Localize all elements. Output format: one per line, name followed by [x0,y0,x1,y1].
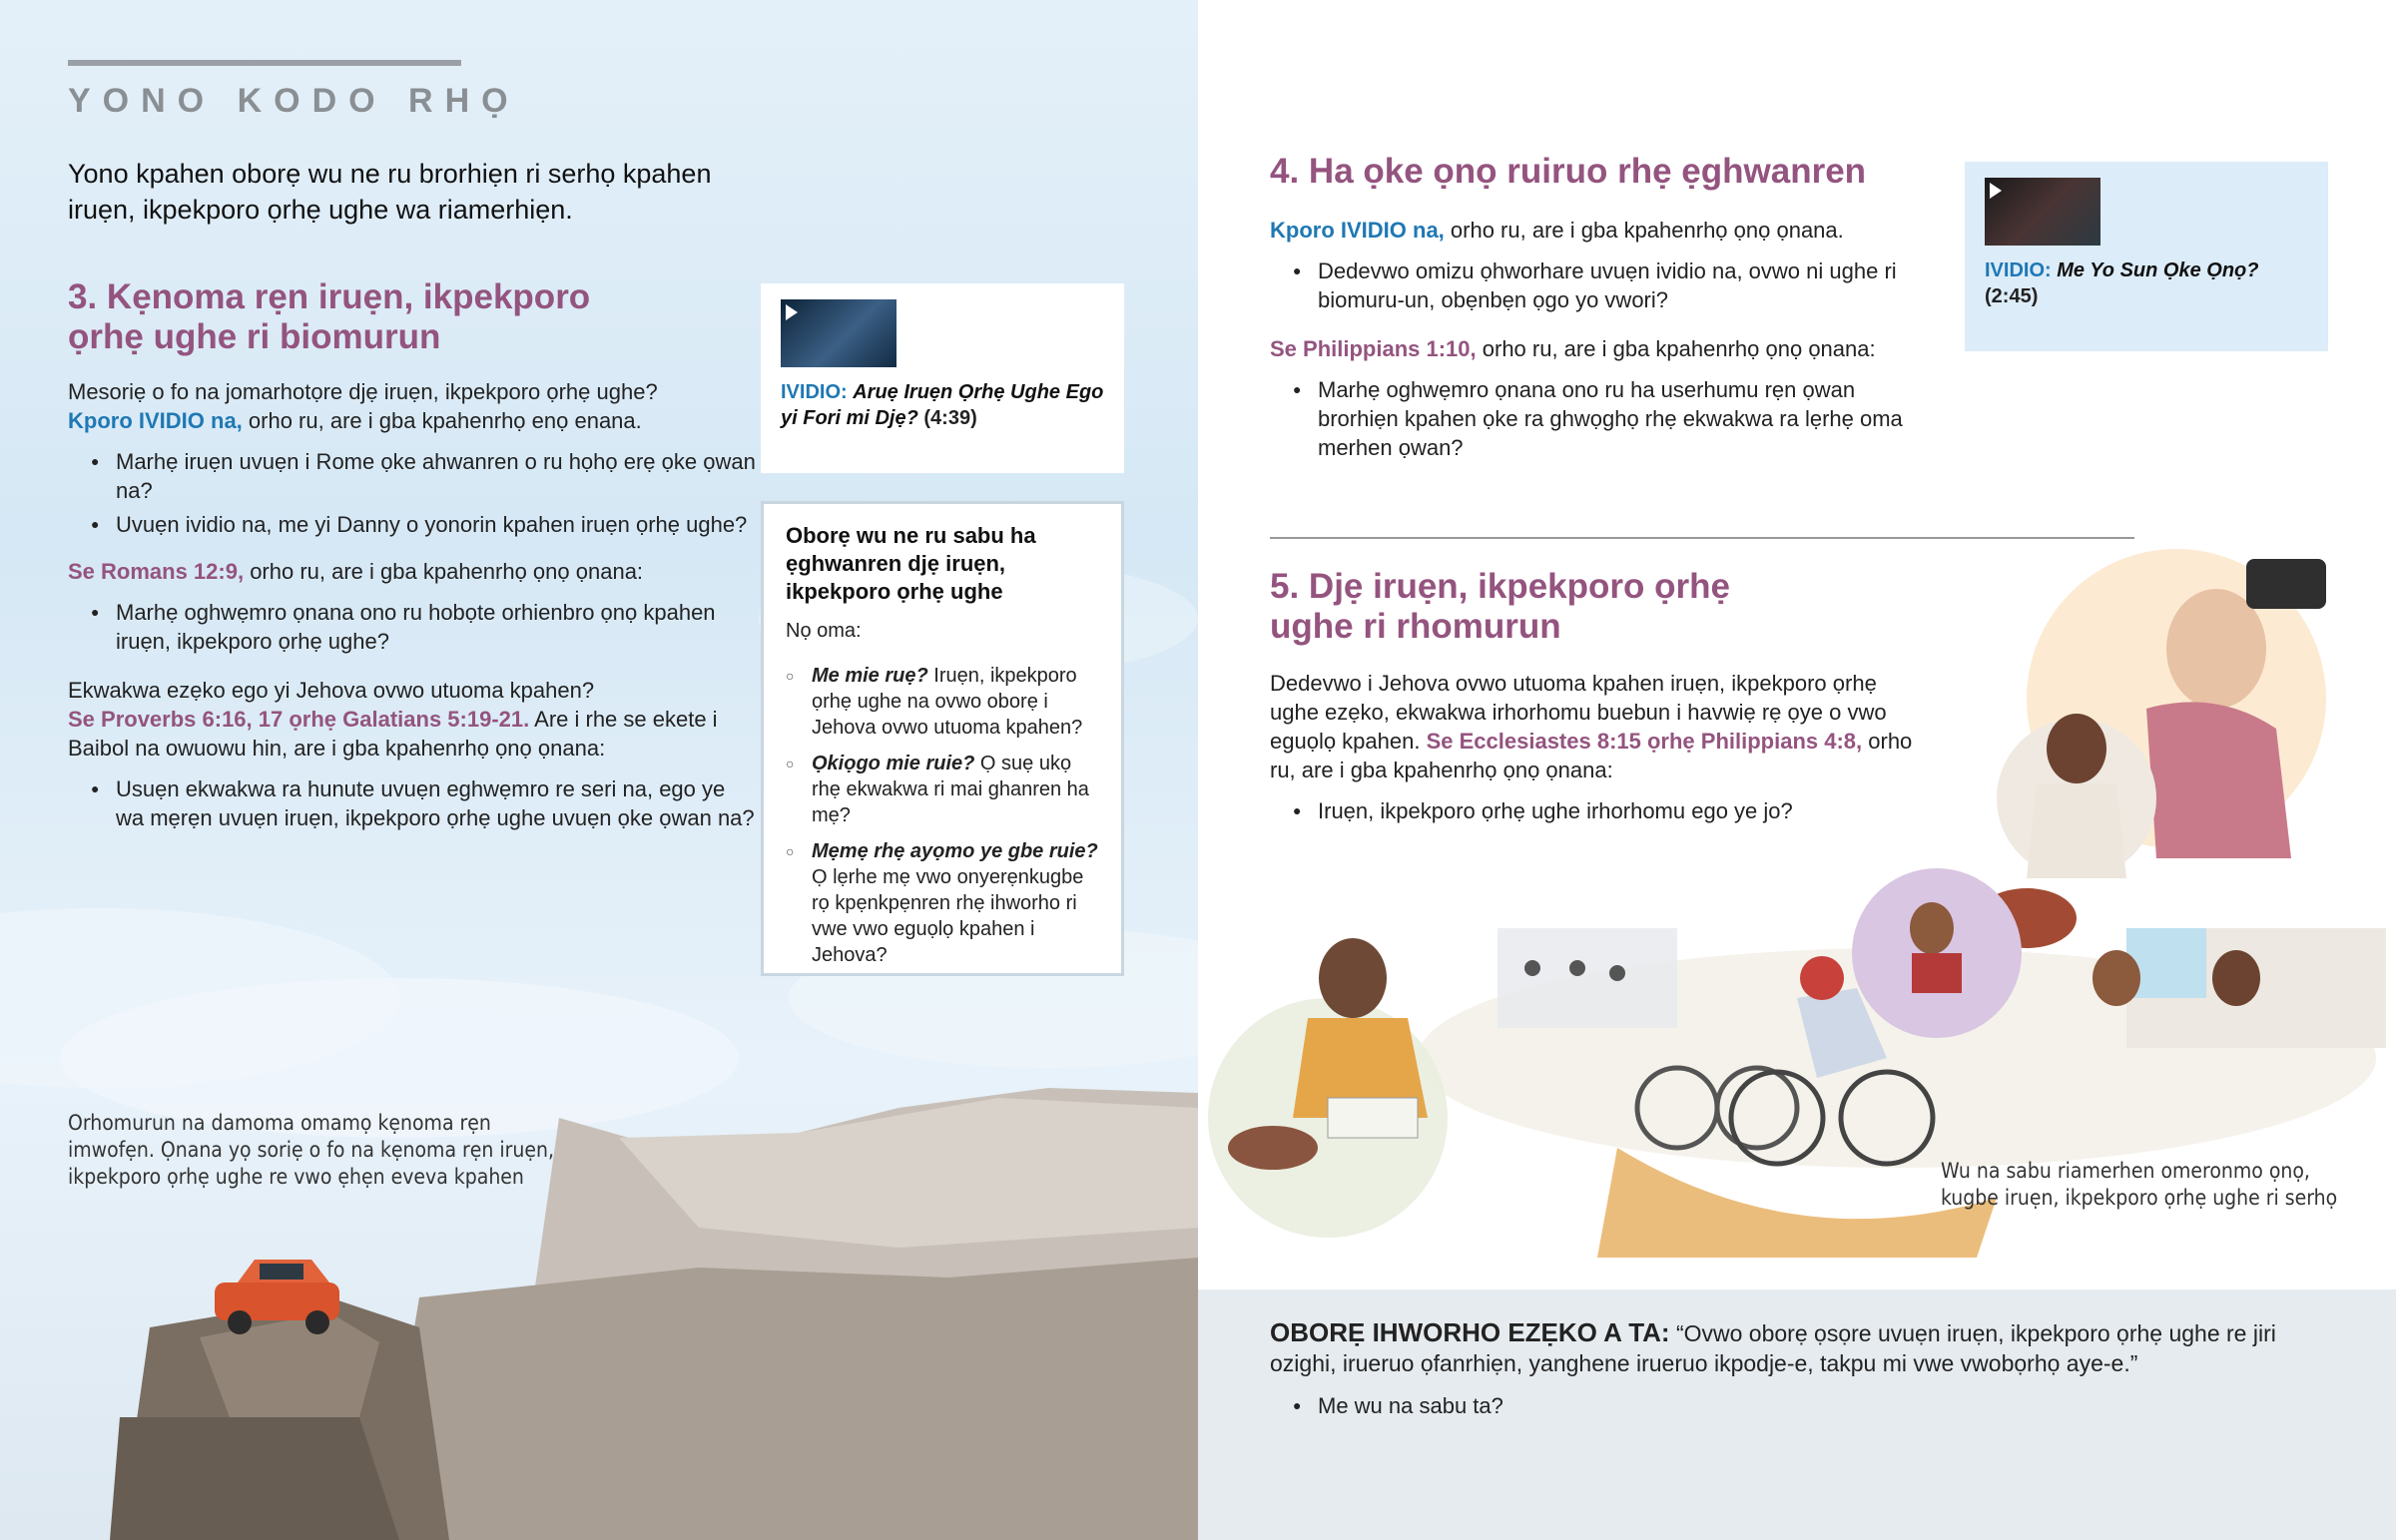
section-3-title-line2: ọrhẹ ughe ri biomurun [68,317,441,356]
tip-answer: Ọ suẹ ukọ rhẹ ekwakwa ri mai ghanren ha mẹ? [812,753,1089,826]
section-3-question-2: Ekwakwa ezẹko ego yi Jehova ovwo utuoma kpahen? [68,678,595,703]
right-page [1198,0,2396,1540]
kicker-heading: YONO KODO RHỌ [68,82,520,120]
quote-bullets [1270,1391,2216,1425]
section-3-paragraph-1 [68,377,757,435]
list-item [812,838,1099,968]
tips-list [786,663,1099,968]
scripture-reference-link[interactable]: Se Proverbs 6:16, 17 ọrhẹ Galatians 5:19-21. [68,707,530,732]
tip-answer: Iruẹn, ikpekporo ọrhẹ ughe na ovwo oborẹ i Jehova ovwo utuoma kpahen? [812,665,1083,739]
scripture-reference-link[interactable]: Se Romans 12:9, [68,559,245,584]
quote-body: “Ovwo oborẹ ọsọre uvuẹn iruẹn, ikpekporo ọrhẹ ughe re jiri ozighi, irueruo ọfanrhiẹn, yanghene irueruo ikpodje-e, takpu mi vwe vwobọrhọ aye-e.” [1270,1320,2276,1376]
tips-box [761,501,1124,976]
section-4-bullets-1 [1270,257,1929,314]
list-item: ● Me wu na sabu ta? [1318,1391,2216,1420]
section-3-paragraph-2 [68,557,757,586]
tip-question: Mẹmẹ rhẹ ayọmo ye gbe ruie? [812,840,1098,862]
section-5-text: Dedevwo i Jehova ovwo utuoma kpahen iruẹn, ikpekporo ọrhẹ ughe ezẹko, ekwakwa irhorhomu buebun i havwiẹ rẹ ọye o vwo eguọlọ kpahen. [1270,671,1887,754]
quote-text [1270,1317,2298,1378]
section-3-instruction-3: Are i rhe se ekete i Baibol na owuowu hin, are i gba kpahenrhọ ọnọ ọnana: [68,707,718,761]
video-card[interactable] [1965,162,2328,351]
section-3-question: Mesoriẹ o fo na jomarhotọre djẹ iruẹn, ikpekporo ọrhẹ ughe? [68,379,658,404]
video-label: IVIDIO: [1985,259,2052,281]
list-item: ● Dedevwo omizu ọhworhare uvuẹn ividio na, ovwo ni ughe ri biomuru-un, obẹnbẹn ọgo yo vwori? [1318,257,1929,314]
video-duration: (2:45) [1985,285,2039,307]
video-thumbnail[interactable] [781,299,897,367]
list-item [812,751,1099,828]
scripture-reference-link[interactable]: Se Philippians 1:10, [1270,336,1477,361]
list-item: ● Marhẹ oghwẹmro ọnana ono ru hobọte orhienbro ọnọ kpahen iruẹn, ikpekporo ọrhẹ ughe? [116,598,757,656]
tips-box-subtitle: Nọ oma: [786,620,862,642]
list-item: ● Usuẹn ekwakwa ra hunute uvuẹn eghwẹmro re seri na, ego ye wa mẹrẹn uvuẹn iruẹn, ikpekporo ọrhẹ ughe uvuẹn ọke ọwan na? [116,774,757,832]
hobbies-illustration [1198,499,2396,1258]
scripture-reference-link[interactable]: Se Ecclesiastes 8:15 ọrhẹ Philippians 4:8, [1426,729,1863,754]
section-4-bullets-2 [1270,375,1929,462]
section-3-paragraph-3 [68,676,757,763]
section-5-title-line1: 5. Djẹ iruẹn, ikpekporo ọrhẹ [1270,567,1730,606]
play-icon[interactable] [786,304,798,320]
quote-label: OBORẸ IHWORHO EZẸKO A TA: [1270,1317,1670,1347]
section-3-bullets-2 [68,598,757,656]
illustration-caption-left: Orhomurun na damoma omamọ kẹnoma rẹn imwofẹn. Ọnana yọ soriẹ o fo na kẹnoma rẹn iruẹn, ikpekporo ọrhẹ ughe re vwo ẹhẹn eveva kpahen [68,1111,554,1189]
video-title: Me Yo Sun Ọke Ọnọ? [2057,259,2259,281]
section-4-paragraph-1 [1270,216,1929,245]
video-caption [1985,257,2314,309]
tip-question: Ọkiọgo mie ruie? [812,753,975,774]
section-5-instruction: orho ru, are i gba kpahenrhọ ọnọ ọnana: [1270,729,1913,782]
watch-video-link[interactable]: Kporo IVIDIO na, [1270,218,1445,243]
section-3-title-line1: 3. Kẹnoma rẹn iruẹn, ikpekporo [68,277,591,316]
video-duration: (4:39) [923,407,977,429]
section-3-instruction: orho ru, are i gba kpahenrhọ enọ enana. [242,408,642,433]
section-4-instruction: orho ru, are i gba kpahenrhọ ọnọ ọnana. [1444,218,1844,243]
list-item: ● Iruẹn, ikpekporo ọrhẹ ughe irhorhomu ego ye jo? [1318,796,1929,825]
play-icon[interactable] [1990,183,2002,199]
quote-footer [1198,1289,2396,1540]
tips-box-title: Oborẹ wu ne ru sabu ha ẹghwanren djẹ iruẹn, ikpekporo ọrhẹ ughe [786,523,1036,604]
section-4 [1270,152,1929,467]
video-thumbnail[interactable] [1985,178,2100,246]
kicker-rule [68,60,461,66]
list-item [812,663,1099,741]
section-3-bullets-3 [68,774,757,832]
intro-text: Yono kpahen oborẹ wu ne ru brorhiẹn ri serhọ kpahen iruẹn, ikpekporo ọrhẹ ughe wa riamerhiẹn. [68,159,712,225]
section-4-title: 4. Ha ọke ọnọ ruiruo rhẹ ẹghwanren [1270,152,1867,191]
video-card[interactable] [761,283,1124,473]
section-3-title [68,277,757,357]
video-caption [781,379,1110,431]
section-3 [68,277,757,837]
watch-video-link[interactable]: Kporo IVIDIO na, [68,408,243,433]
section-4-paragraph-2 [1270,334,1929,363]
list-item: ● Uvuẹn ividio na, me yi Danny o yonorin kpahen iruẹn ọrhẹ ughe? [116,510,757,539]
list-item: ● Marhẹ iruẹn uvuẹn i Rome ọke ahwanren o ru họhọ erẹ ọke ọwan na? [116,447,757,505]
list-item: ● Marhẹ oghwẹmro ọnana ono ru ha userhumu rẹn ọwan brorhiẹn kpahen ọke ra ghwọghọ rhẹ ekwakwa ra lẹrhẹ oma merhen ọwan? [1318,375,1929,462]
section-3-bullets-1 [68,447,757,539]
section-5-title-line2: ughe ri rhomurun [1270,607,1561,646]
video-label: IVIDIO: [781,381,848,403]
video-title: Aruẹ Iruẹn Ọrhẹ Ughe Ego yi Fori mi Djẹ? [781,381,1104,429]
section-4-instruction-2: orho ru, are i gba kpahenrhọ ọnọ ọnana: [1476,336,1876,361]
tip-question: Me mie ruẹ? [812,665,928,687]
tip-answer: Ọ lẹrhe mẹ vwo onyerẹnkugbe rọ kpẹnkpẹnren rhẹ ihworho ri vwe vwo eguọlọ kpahen i Jehova? [812,866,1084,966]
section-3-instruction-2: orho ru, are i gba kpahenrhọ ọnọ ọnana: [244,559,644,584]
illustration-caption-right: Wu na sabu riamerhen omeronmo ọnọ, kugbe iruẹn, ikpekporo ọrhẹ ughe ri serhọ [1941,1159,2338,1210]
